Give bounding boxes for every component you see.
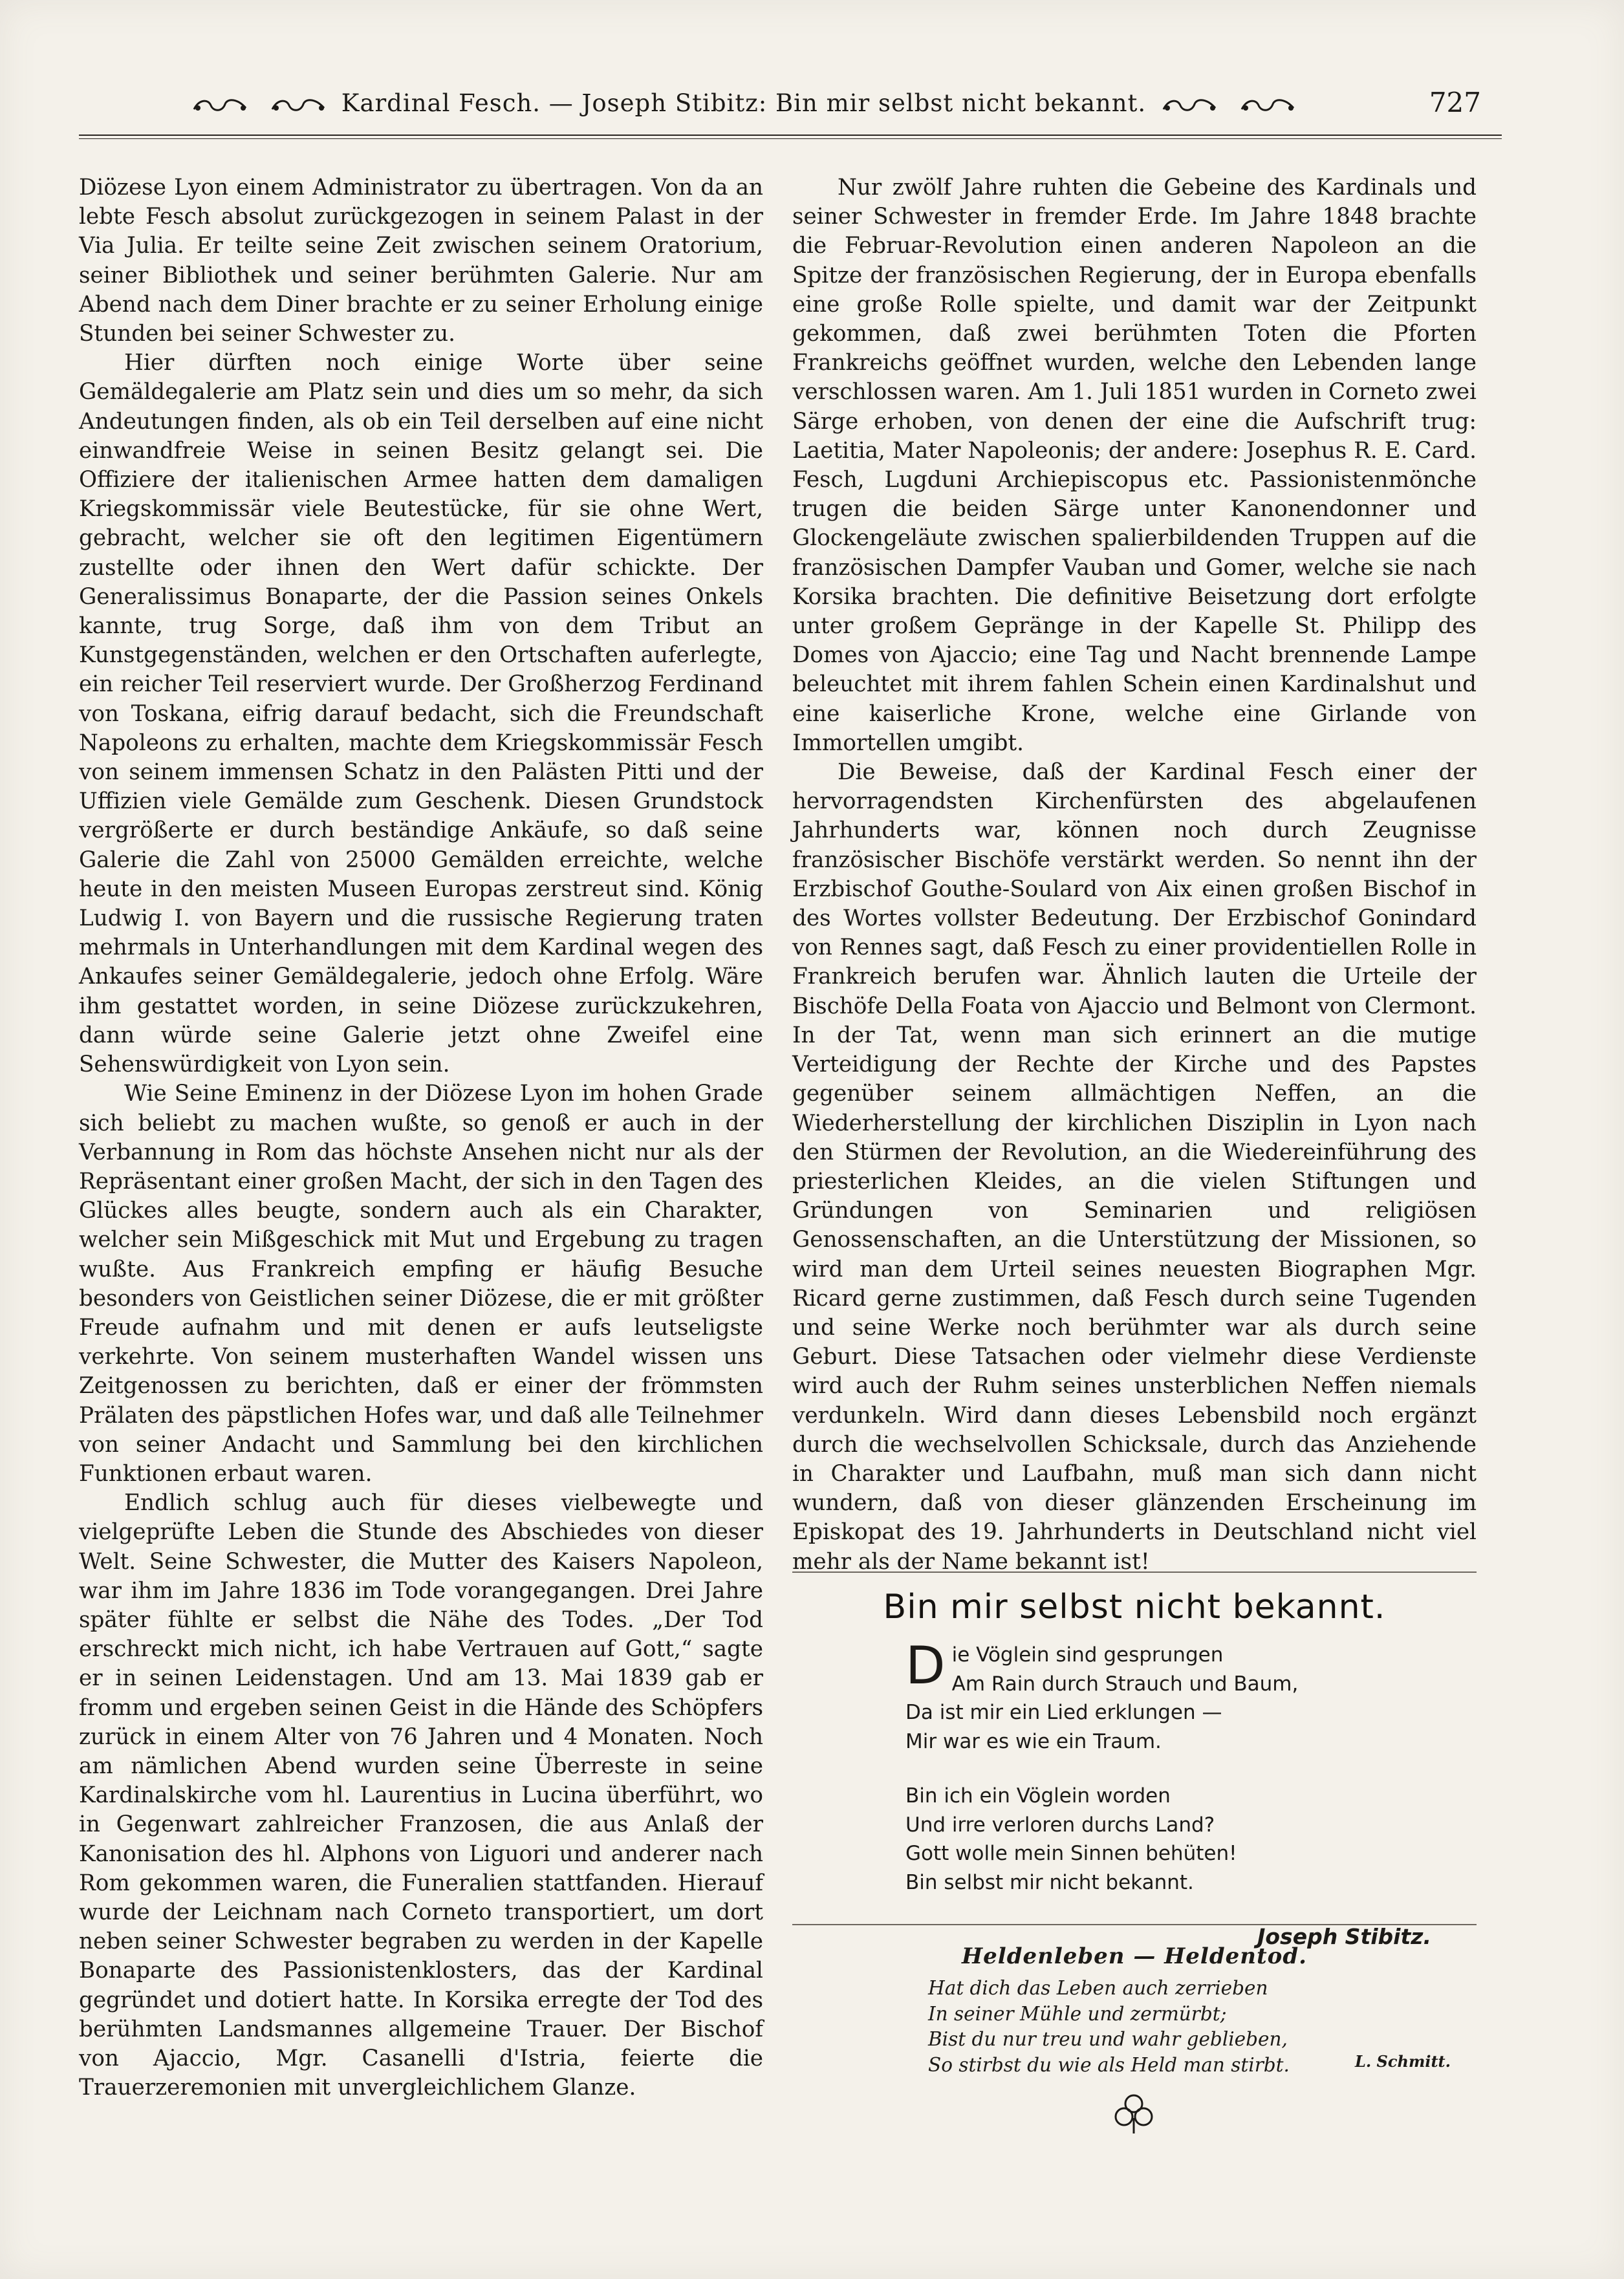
- right-column: [792, 173, 1477, 1577]
- header-rule: [79, 135, 1502, 136]
- poem-line: Am Rain durch Strauch und Baum,: [951, 1672, 1299, 1696]
- page-header: [91, 84, 1494, 136]
- poem-title: Bin mir selbst nicht bekannt.: [883, 1588, 1386, 1626]
- poem-line: Da ist mir ein Lied erklungen —: [905, 1701, 1222, 1724]
- section-divider: [792, 1572, 1477, 1573]
- left-column: [79, 173, 763, 2102]
- poem-line: Hat dich das Leben auch zerrieben: [928, 1977, 1268, 1999]
- paragraph: Diözese Lyon einem Administrator zu übertragen. Von da an lebte Fesch absolut zurückgezogen in seinem Palast in der Via Julia. Er teilte seine Zeit zwischen seinem Oratorium, seiner Bibliothek und seiner berühmten Galerie. Nur am Abend nach dem Diner brachte er zu seiner Erholung einige Stunden bei seiner Schwester zu.: [79, 175, 763, 347]
- section-divider: [792, 1924, 1477, 1925]
- short-poem: [792, 1943, 1477, 2078]
- poem-line: In seiner Mühle und zermürbt;: [928, 2002, 1227, 2025]
- paragraph: Hier dürften noch einige Worte über seine Gemäldegalerie am Platz sein und dies um so mehr, da sich Andeutungen finden, als ob ein Teil derselben auf eine nicht einwandfreie Weise in seinen Besitz gelangt sei. Die Offiziere der italienischen Armee hatten dem damaligen Kriegskommissär viele Beutestücke, für sie ohne Wert, gebracht, welcher sie oft den legitimen Eigentümern zustellte oder ihnen den Wert dafür schickte. Der Generalissimus Bonaparte, der die Passion seines Onkels kannte, trug Sorge, daß ihm von dem Tribut an Kunstgegenständen, welchen er den Ortschaften auferlegte, ein reicher Teil reserviert wurde. Der Großherzog Ferdinand von Toskana, eifrig darauf bedacht, sich die Freundschaft Napoleons zu erhalten, machte dem Kriegskommissär Fesch von seinem immensen Schatz in den Palästen Pitti und der Uffizien viele Gemälde zum Geschenk. Diesen Grundstock vergrößerte er durch beständige Ankäufe, so daß seine Galerie die Zahl von 25000 Gemälden erreichte, welche heute in den meisten Museen Europas zerstreut sind. König Ludwig I. von Bayern und die russische Regierung traten mehrmals in Unterhandlungen mit dem Kardinal wegen des Ankaufes seiner Gemäldegalerie, jedoch ohne Erfolg. Wäre ihm gestattet worden, in seine Diözese zurückzukehren, dann würde seine Galerie jetzt ohne Zweifel eine Sehenswürdigkeit von Lyon sein.: [79, 350, 763, 1078]
- paragraph: Endlich schlug auch für dieses vielbewegte und vielgeprüfte Leben die Stunde des Abschiedes von dieser Welt. Seine Schwester, die Mutter des Kaisers Napoleon, war ihm im Jahre 1836 im Tode vorangegangen. Drei Jahre später fühlte er selbst die Nähe des Todes. „Der Tod erschreckt mich nicht, ich habe Vertrauen auf Gott,“ sagte er in seinen Leidenstagen. Und am 13. Mai 1839 gab er fromm und ergeben seinen Geist in die Hände des Schöpfers zurück in einem Alter von 76 Jahren und 4 Monaten. Noch am nämlichen Abend wurden seine Überreste in seine Kardinalskirche vom hl. Laurentius in Lucina überführt, wo in Gegenwart zahlreicher Franzosen, die aus Anlaß der Kanonisation des hl. Alphons von Liguori und anderer nach Rom gekommen waren, die Funeralien stattfanden. Hierauf wurde der Leichnam nach Corneto transportiert, um dort neben seiner Schwester begraben zu werden in der Kapelle Bonaparte des Passionistenklosters, das der Kardinal gegründet und dotiert hatte. In Korsika erregte der Tod des berühmten Landsmannes allgemeine Trauer. Der Bischof von Ajaccio, Mgr. Casanelli d'Istria, feierte die Trauerzeremonien mit unvergleichlichem Glanze.: [79, 1490, 763, 2101]
- poem-line: Bist du nur treu und wahr geblieben,: [928, 2028, 1288, 2050]
- running-title-line: [91, 89, 1397, 117]
- poem-line: Gott wolle mein Sinnen behüten!: [905, 1842, 1237, 1865]
- paragraph: Nur zwölf Jahre ruhten die Gebeine des Kardinals und seiner Schwester in fremder Erde. Im Jahre 1848 brachte die Februar-Revolution einen anderen Napoleon an die Spitze der französischen Regierung, der in Europa ebenfalls eine große Rolle spielte, und damit war der Zeitpunkt gekommen, daß zwei berühmten Toten die Pforten Frankreichs geöffnet wurden, welche den Lebenden lange verschlossen waren. Am 1. Juli 1851 wurden in Corneto zwei Särge erhoben, von denen der eine die Aufschrift trug: Laetitia, Mater Napoleonis; der andere: Josephus R. E. Card. Fesch, Lugduni Archiepiscopus etc. Passionistenmönche trugen die beiden Särge unter Kanonendonner und Glockengeläute zwischen spalierbildenden Truppen auf die französischen Dampfer Vauban und Gomer, welche sie nach Korsika brachten. Die definitive Beisetzung dort erfolgte unter großem Gepränge in der Kapelle St. Philipp des Domes von Ajaccio; eine Tag und Nacht brennende Lampe beleuchtet mit ihrem fahlen Schein einen Kardinalshut und eine kaiserliche Krone, welche eine Girlande von Immortellen umgibt.: [792, 175, 1477, 756]
- clover-icon: [1111, 2092, 1156, 2135]
- poem: [792, 1588, 1477, 1949]
- poem-body: [792, 1636, 1477, 1897]
- paragraph: Die Beweise, daß der Kardinal Fesch einer der hervorragendsten Kirchenfürsten des abgelaufenen Jahrhunderts war, können noch durch Zeugnisse französischer Bischöfe verstärkt werden. So nennt ihn der Erzbischof Gouthe-Soulard von Aix einen großen Bischof in des Wortes vollster Bedeutung. Der Erzbischof Gonindard von Rennes sagt, daß Fesch zu einer providentiellen Rolle in Frankreich berufen war. Ähnlich lauten die Urteile der Bischöfe Della Foata von Ajaccio und Belmont von Clermont. In der Tat, wenn man sich erinnert an die mutige Verteidigung der Rechte der Kirche und des Papstes gegenüber seinem allmächtigen Neffen, an die Wiederherstellung der kirchlichen Disziplin in Lyon nach den Stürmen der Revolution, an die Wiedereinführung des priesterlichen Kleides, an die vielen Stiftungen und Gründungen von Seminarien und religiösen Genossenschaften, an die Unterstützung der Missionen, so wird man dem Urteil seines neuesten Biographen Mgr. Ricard gerne zustimmen, daß Fesch durch seine Tugenden und seine Werke noch berühmter war als durch seine Geburt. Diese Tatsachen oder vielmehr diese Verdienste wird auch der Ruhm seines unsterblichen Neffen niemals verdunkeln. Wird dann dieses Lebensbild noch ergänzt durch die wechselvollen Schicksale, durch das Anziehende in Charakter und Laufbahn, muß man sich dann nicht wundern, daß von dieser glänzenden Erscheinung im Episkopat des 19. Jahrhunderts in Deutschland nicht viel mehr als der Name bekannt ist!: [792, 759, 1477, 1575]
- short-poem-title: Heldenleben — Heldentod.: [962, 1943, 1307, 1969]
- scroll-ornament-icon: [270, 96, 327, 114]
- short-poem-author: L. Schmitt.: [1354, 2052, 1451, 2071]
- poem-line: Mir war es wie ein Traum.: [905, 1729, 1162, 1753]
- scroll-ornament-icon: [191, 96, 248, 114]
- paragraph: Wie Seine Eminenz in der Diözese Lyon im hohen Grade sich beliebt zu machen wußte, so genoß er auch in der Verbannung in Rom das höchste Ansehen nicht nur als der Repräsentant einer großen Macht, der sich in den Tagen des Glückes alles beugte, sondern auch als ein Charakter, welcher sein Mißgeschick mit Mut und Ergebung zu tragen wußte. Aus Frankreich empfing er häufig Besuche besonders von Geistlichen seiner Diözese, die er mit größter Freude aufnahm und mit denen er aufs leutseligste verkehrte. Von seinem musterhaften Wandel wissen uns Zeitgenossen zu berichten, daß er einer der frömmsten Prälaten des päpstlichen Hofes war, und daß alle Teilnehmer von seiner Andacht und Sammlung bei den kirchlichen Funktionen erbaut waren.: [79, 1081, 763, 1487]
- running-title: Kardinal Fesch. — Joseph Stibitz: Bin mir selbst nicht bekannt.: [341, 89, 1147, 117]
- poem-line: Und irre verloren durchs Land?: [905, 1813, 1215, 1837]
- poem-line: Bin ich ein Vöglein worden: [905, 1784, 1171, 1808]
- poem-line: So stirbst du wie als Held man stirbt.: [928, 2053, 1290, 2076]
- poem-line: ie Vöglein sind gesprungen: [951, 1643, 1224, 1667]
- poem-author: Joseph Stibitz.: [1257, 1924, 1431, 1949]
- page-number: 727: [1429, 87, 1481, 118]
- poem-line: Bin selbst mir nicht bekannt.: [905, 1870, 1194, 1894]
- scroll-ornament-icon: [1239, 96, 1296, 114]
- header-rule-thin: [79, 138, 1502, 139]
- drop-cap: D: [905, 1636, 946, 1696]
- scroll-ornament-icon: [1161, 96, 1218, 114]
